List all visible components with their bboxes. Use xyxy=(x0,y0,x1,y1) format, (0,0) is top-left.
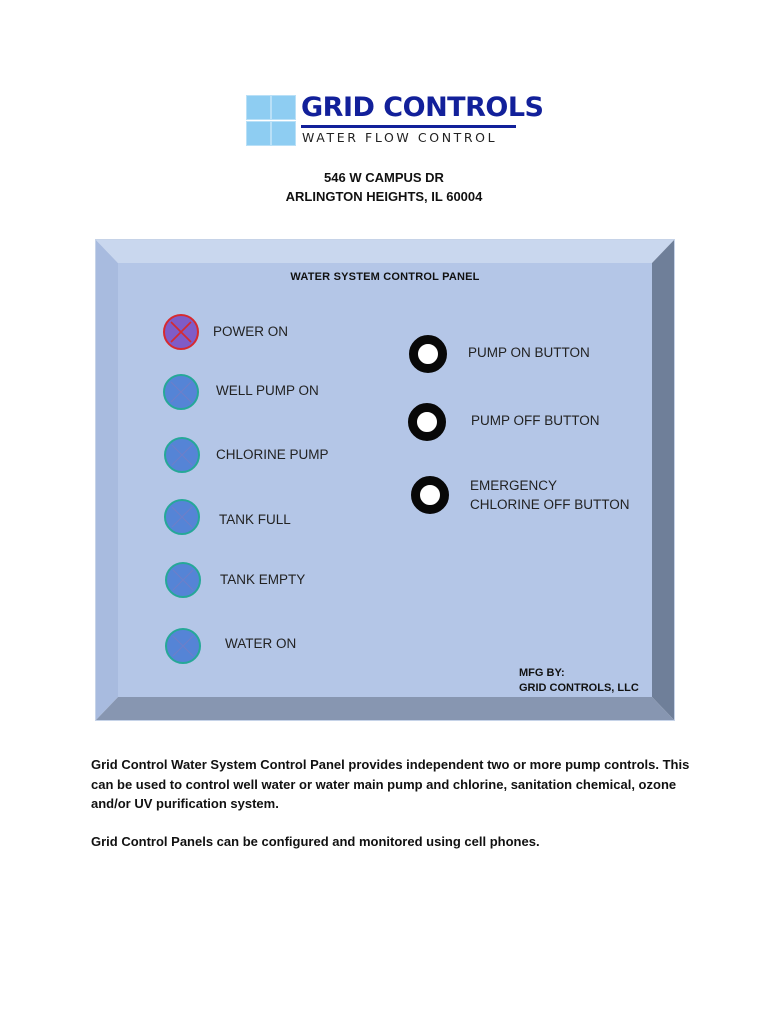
logo-rule xyxy=(301,125,516,128)
logo-tile-icon xyxy=(271,121,296,146)
well-pump-on-light-icon xyxy=(163,374,199,410)
well-pump-on-label: WELL PUMP ON xyxy=(216,383,319,398)
emergency-chlorine-off-button[interactable] xyxy=(411,476,449,514)
logo-tile-icon xyxy=(246,121,271,146)
pump-on-button-label: PUMP ON BUTTON xyxy=(468,345,590,360)
logo-tile-icon xyxy=(271,95,296,120)
address-line-1: 546 W CAMPUS DR xyxy=(324,170,444,185)
water-on-light-icon xyxy=(165,628,201,664)
description-cell-phone-note: Grid Control Panels can be configured and monitored using cell phones. xyxy=(91,834,540,849)
power-on-light-icon xyxy=(163,314,199,350)
panel-title: WATER SYSTEM CONTROL PANEL xyxy=(290,271,480,283)
description-paragraph: Grid Control Water System Control Panel provides independent two or more pump controls. This can be used to control well water or water main pump and chlorine, sanitation chemical, ozone and/or UV purification system. xyxy=(91,757,690,811)
tank-empty-label: TANK EMPTY xyxy=(220,572,306,587)
mfg-company: GRID CONTROLS, LLC xyxy=(519,682,639,694)
logo-tile-icon xyxy=(246,95,271,120)
power-on-label: POWER ON xyxy=(213,324,289,339)
tank-full-label: TANK FULL xyxy=(219,512,291,527)
logo-tagline: WATER FLOW CONTROL xyxy=(302,130,498,145)
control-panel xyxy=(95,239,675,721)
chlorine-pump-label: CHLORINE PUMP xyxy=(216,447,329,462)
chlorine-pump-light-icon xyxy=(164,437,200,473)
pump-off-button[interactable] xyxy=(408,403,446,441)
emergency-button-label-line1: EMERGENCY xyxy=(470,478,558,493)
mfg-label: MFG BY: xyxy=(519,667,565,679)
pump-on-button[interactable] xyxy=(409,335,447,373)
logo-brand-text: GRID CONTROLS xyxy=(301,92,544,123)
tank-empty-light-icon xyxy=(165,562,201,598)
grid-controls-logo xyxy=(246,92,544,149)
tank-full-light-icon xyxy=(164,499,200,535)
water-on-label: WATER ON xyxy=(225,636,297,651)
address-line-2: ARLINGTON HEIGHTS, IL 60004 xyxy=(285,189,483,204)
emergency-button-label-line2: CHLORINE OFF BUTTON xyxy=(470,497,630,512)
pump-off-button-label: PUMP OFF BUTTON xyxy=(471,413,600,428)
